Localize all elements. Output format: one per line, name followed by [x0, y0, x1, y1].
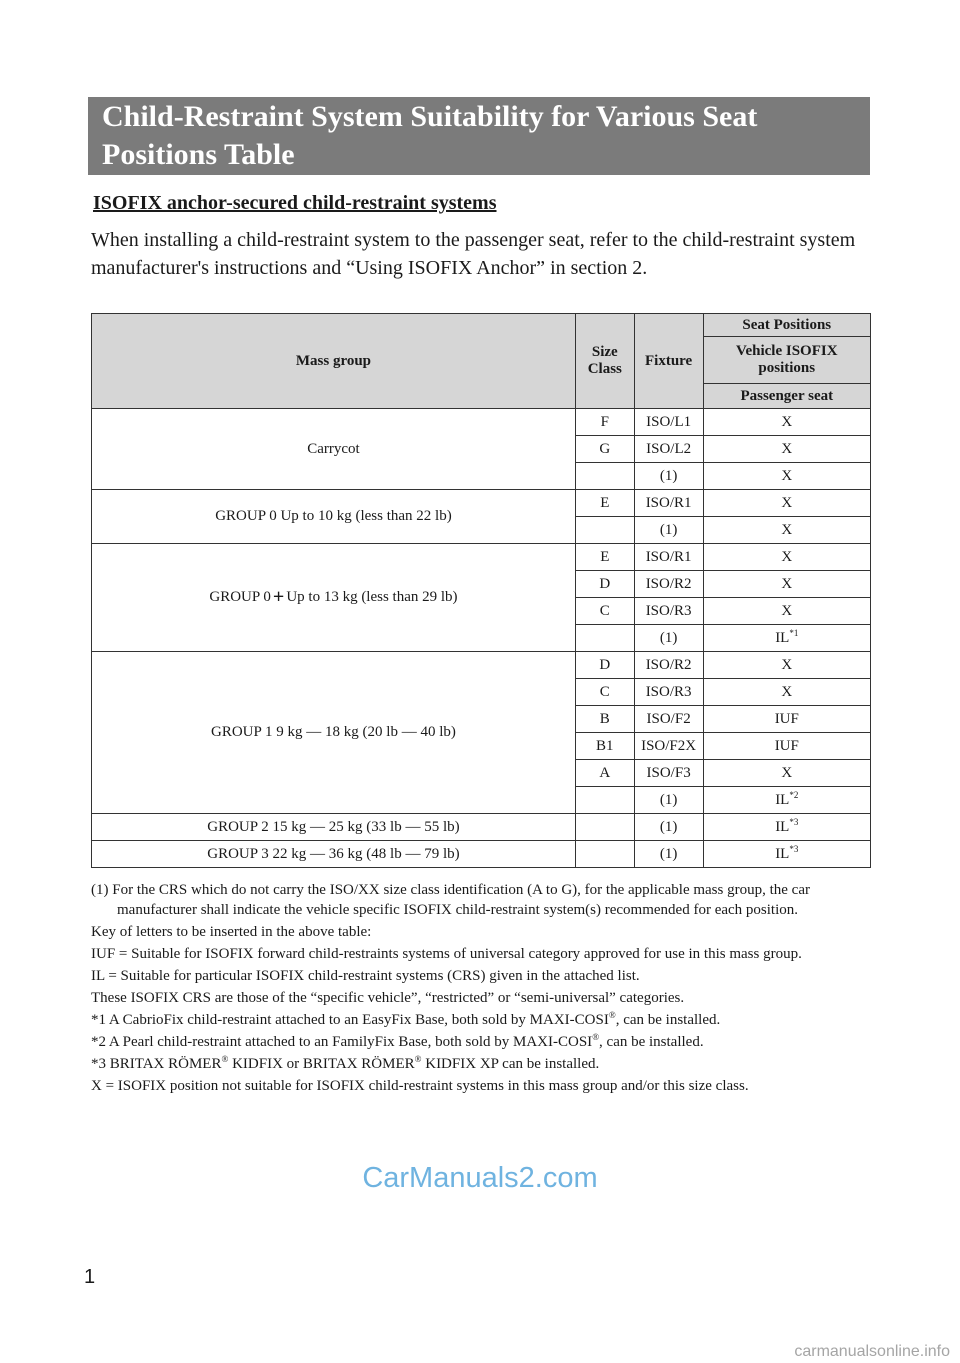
passenger-seat-cell [703, 517, 870, 544]
fixture-cell: (1) [634, 787, 703, 814]
suitability-value: IL [775, 845, 790, 862]
passenger-seat-cell [703, 652, 870, 679]
fixture-cell: (1) [634, 814, 703, 841]
note-star-2: *2 A Pearl child-restraint attached to an FamilyFix Base, both sold by MAXI-COSI®, can be installed. [91, 1032, 704, 1050]
passenger-seat-cell [703, 544, 870, 571]
page-title: Child-Restraint System Suitability for Various Seat Positions Table [102, 100, 758, 171]
mass-group-cell: GROUP 2 15 kg — 25 kg (33 lb — 55 lb) [92, 814, 576, 841]
header-fixture: Fixture [634, 314, 703, 409]
header-size-class: Size Class [575, 314, 634, 409]
suitability-value: X [781, 467, 793, 484]
note-star-1: *1 A CabrioFix child-restraint attached to an EasyFix Base, both sold by MAXI-COSI®, can be installed. [91, 1010, 721, 1028]
passenger-seat-cell [703, 733, 870, 760]
notes-section [91, 880, 871, 1098]
passenger-seat-cell [703, 787, 870, 814]
size-class-cell [575, 463, 634, 490]
suitability-value: X [781, 440, 793, 457]
suitability-value: IL [775, 791, 790, 808]
size-class-cell: C [575, 598, 634, 625]
table-row [92, 490, 871, 517]
size-class-cell: B1 [575, 733, 634, 760]
footnote-marker: *1 [789, 627, 799, 638]
suitability-value: X [781, 656, 793, 673]
mass-group-suffix: Up to 13 kg (less than 29 lb) [286, 589, 458, 605]
passenger-seat-cell [703, 841, 870, 868]
fixture-cell: ISO/F3 [634, 760, 703, 787]
suitability-value: IL [775, 818, 790, 835]
passenger-seat-cell [703, 409, 870, 436]
mass-group-cell: Carrycot [92, 409, 576, 490]
footnote-marker: *3 [789, 843, 799, 854]
note-x: X = ISOFIX position not suitable for ISOFIX child-restraint systems in this mass group and/or this size class. [91, 1078, 749, 1094]
suitability-value: X [781, 764, 793, 781]
passenger-seat-cell [703, 598, 870, 625]
suitability-value: IUF [774, 737, 799, 754]
fixture-cell: ISO/R1 [634, 490, 703, 517]
passenger-seat-cell [703, 436, 870, 463]
fixture-cell: ISO/L2 [634, 436, 703, 463]
footnote-marker: *2 [789, 789, 799, 800]
mass-group-cell: GROUP 1 9 kg — 18 kg (20 lb — 40 lb) [92, 652, 576, 814]
note-il: IL = Suitable for particular ISOFIX child-restraint systems (CRS) given in the attached list. [91, 968, 640, 984]
fixture-cell: (1) [634, 625, 703, 652]
mass-group-cell: GROUP 3 22 kg — 36 kg (48 lb — 79 lb) [92, 841, 576, 868]
size-class-cell: D [575, 652, 634, 679]
fixture-cell: ISO/F2 [634, 706, 703, 733]
suitability-value: X [781, 494, 793, 511]
mass-group-cell [92, 544, 576, 652]
footnote-marker: *3 [789, 816, 799, 827]
fixture-cell: ISO/R3 [634, 598, 703, 625]
fixture-cell: ISO/R1 [634, 544, 703, 571]
passenger-seat-cell [703, 625, 870, 652]
footer-watermark: carmanualsonline.info [794, 1343, 950, 1360]
passenger-seat-cell [703, 760, 870, 787]
size-class-cell: E [575, 490, 634, 517]
header-mass-group: Mass group [92, 314, 576, 409]
size-class-cell [575, 625, 634, 652]
table-row [92, 409, 871, 436]
size-class-cell: A [575, 760, 634, 787]
fixture-cell: (1) [634, 517, 703, 544]
plus-icon: + [272, 586, 285, 608]
size-class-cell [575, 841, 634, 868]
fixture-cell: ISO/R2 [634, 571, 703, 598]
note-star-3: *3 BRITAX RÖMER® KIDFIX or BRITAX RÖMER® KIDFIX XP can be installed. [91, 1054, 600, 1072]
fixture-cell: ISO/R3 [634, 679, 703, 706]
passenger-seat-cell [703, 490, 870, 517]
header-seat-positions: Seat Positions [703, 314, 870, 337]
suitability-value: X [781, 548, 793, 565]
passenger-seat-cell [703, 679, 870, 706]
note-key: Key of letters to be inserted in the above table: [91, 924, 372, 940]
note-il-categories: These ISOFIX CRS are those of the “specific vehicle”, “restricted” or “semi-universal” categories. [91, 990, 685, 1006]
suitability-value: X [781, 521, 793, 538]
suitability-value: X [781, 683, 793, 700]
fixture-cell: ISO/R2 [634, 652, 703, 679]
passenger-seat-cell [703, 463, 870, 490]
note-1: (1) For the CRS which do not carry the ISO/XX size class identification (A to G), for the applicable mass group, the car manufacturer shall indicate the vehicle specific ISOFIX child-restraint system(s) recommended for each position. [91, 882, 810, 918]
header-vehicle-positions: Vehicle ISOFIX positions [703, 337, 870, 384]
table-row [92, 841, 871, 868]
mass-group-prefix: GROUP 0 [209, 589, 271, 605]
page-number: 1 [84, 1266, 96, 1288]
table-row [92, 544, 871, 571]
fixture-cell: (1) [634, 841, 703, 868]
size-class-cell: E [575, 544, 634, 571]
suitability-value: IL [775, 629, 790, 646]
fixture-cell: ISO/L1 [634, 409, 703, 436]
section-subheading: ISOFIX anchor-secured child-restraint systems [93, 192, 497, 214]
suitability-value: X [781, 602, 793, 619]
passenger-seat-cell [703, 814, 870, 841]
mass-group-cell: GROUP 0 Up to 10 kg (less than 22 lb) [92, 490, 576, 544]
intro-paragraph: When installing a child-restraint system to the passenger seat, refer to the child-restraint system manufacturer's instructions and “Using ISOFIX Anchor” in section 2. [91, 229, 856, 279]
suitability-value: X [781, 575, 793, 592]
size-class-cell: B [575, 706, 634, 733]
fixture-cell: ISO/F2X [634, 733, 703, 760]
watermark: CarManuals2.com [362, 1162, 598, 1194]
size-class-cell [575, 517, 634, 544]
size-class-cell: C [575, 679, 634, 706]
header-passenger-seat: Passenger seat [703, 384, 870, 409]
suitability-value: X [781, 413, 793, 430]
suitability-table [91, 313, 871, 868]
page-title-banner [88, 97, 870, 175]
size-class-cell: D [575, 571, 634, 598]
size-class-cell [575, 787, 634, 814]
suitability-value: IUF [774, 710, 799, 727]
passenger-seat-cell [703, 706, 870, 733]
table-row [92, 652, 871, 679]
table-row [92, 814, 871, 841]
size-class-cell: F [575, 409, 634, 436]
size-class-cell: G [575, 436, 634, 463]
fixture-cell: (1) [634, 463, 703, 490]
note-iuf: IUF = Suitable for ISOFIX forward child-restraints systems of universal category approved for use in this mass group. [91, 946, 802, 962]
size-class-cell [575, 814, 634, 841]
passenger-seat-cell [703, 571, 870, 598]
